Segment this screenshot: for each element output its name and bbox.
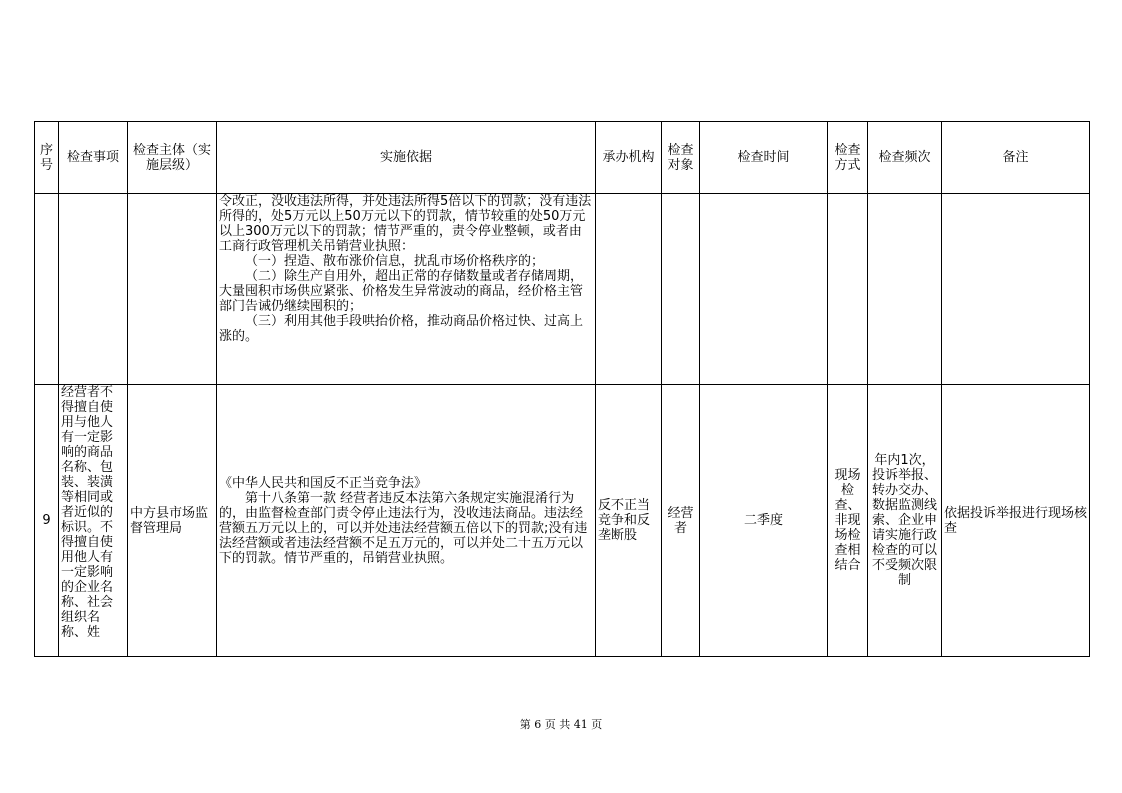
continued-frequency-cell [868,194,942,385]
header-method: 检查方式 [828,122,868,194]
row9-frequency: 年内1次，投诉举报、转办交办、数据监测线索、企业申请实施行政检查的可以不受频次限制 [868,385,942,657]
header-basis: 实施依据 [217,122,596,194]
header-frequency: 检查频次 [868,122,942,194]
row9-basis [217,385,596,657]
basis-line: （一）捏造、散布涨价信息，扰乱市场价格秩序的； [245,254,545,269]
row9-method: 现场检查、非现场检查相结合 [828,385,868,657]
continued-time-cell [700,194,828,385]
table-row-continued [35,194,1090,385]
basis-line: （二）除生产自用外，超出正常的存储数量或者存储周期，大量囤积市场供应紧张、价格发生异常波动的商品，经价格主管部门告诫仍继续囤积的； [219,269,584,314]
continued-method-cell [828,194,868,385]
page-footer: 第 6 页 共 41 页 [519,718,603,731]
table-row-9 [35,385,1090,657]
header-remarks: 备注 [942,122,1090,194]
continued-remarks-cell [942,194,1090,385]
header-target: 检查对象 [662,122,700,194]
row9-seq: 9 [35,385,59,657]
continued-seq-cell [35,194,59,385]
row9-target: 经营者 [662,385,700,657]
row9-subject: 中方县市场监督管理局 [128,385,217,657]
row9-remarks: 依据投诉举报进行现场核查 [942,385,1090,657]
row9-basis-text: 第十八条第一款 经营者违反本法第六条规定实施混淆行为的，由监督检查部门责令停止违法行为，没收违法商品。违法经营额五万元以上的，可以并处违法经营额五倍以下的罚款;没有违法经营额或者违法经营额不足五万元的，可以并处二十五万元以下的罚款。情节严重的，吊销营业执照。 [219,490,588,566]
header-subject: 检查主体（实施层级） [128,122,217,194]
row9-time: 二季度 [700,385,828,657]
basis-line: （三）利用其他手段哄抬价格，推动商品价格过快、过高上涨的。 [219,314,584,344]
continued-basis-cell [217,194,596,385]
header-row [35,122,1090,194]
continued-item-cell [59,194,128,385]
continued-subject-cell [128,194,217,385]
row9-agency: 反不正当竞争和反垄断股 [596,385,662,657]
continued-target-cell [662,194,700,385]
inspection-table [34,121,1090,657]
basis-line: 令改正，没收违法所得，并处违法所得5倍以下的罚款；没有违法所得的，处5万元以上50万元以下的罚款，情节较重的处50万元以上300万元以下的罚款；情节严重的，责令停业整顿，或者由工商行政管理机关吊销营业执照： [219,194,592,254]
header-seq: 序号 [35,122,59,194]
header-time: 检查时间 [700,122,828,194]
continued-agency-cell [596,194,662,385]
row9-item: 经营者不得擅自使用与他人有一定影响的商品名称、包装、装潢等相同或者近似的标识。不得擅自使用他人有一定影响的企业名称、社会组织名称、姓 [59,385,128,657]
row9-basis-title: 《中华人民共和国反不正当竞争法》 [219,475,428,491]
header-agency: 承办机构 [596,122,662,194]
header-item: 检查事项 [59,122,128,194]
